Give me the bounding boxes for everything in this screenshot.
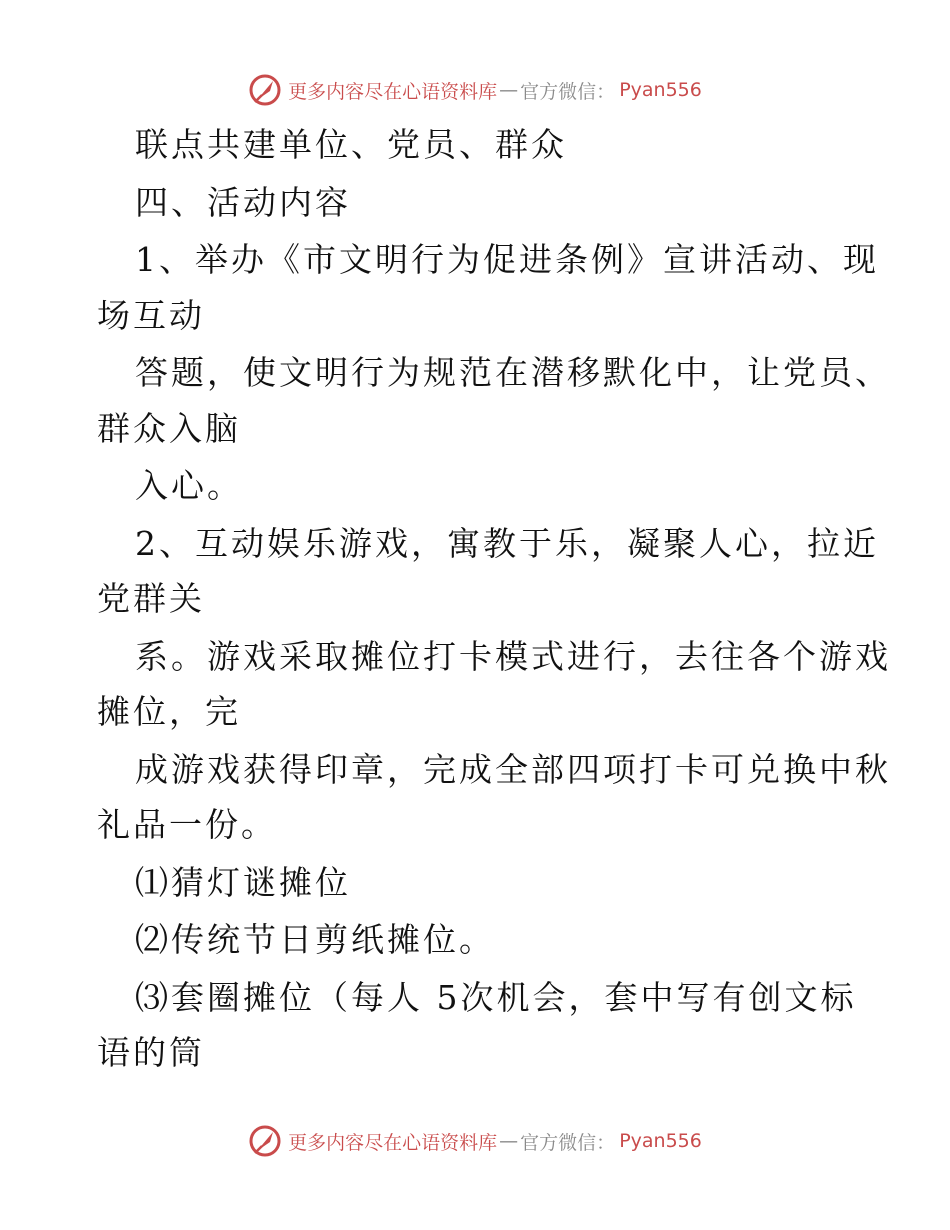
- text-line: 2、互动娱乐游戏，寓教于乐，凝聚人心，拉近: [135, 523, 879, 563]
- text-line: 语的筒: [97, 1033, 205, 1072]
- text-line: 礼品一份。: [97, 805, 277, 844]
- footer-watermark: [0, 1121, 950, 1161]
- list-item: ⑴猜灯谜摊位: [135, 862, 351, 902]
- list-item: ⑶套圈摊位（每人 5次机会，套中写有创文标: [135, 977, 857, 1017]
- text-line: 1、举办《市文明行为促进条例》宣讲活动、现: [135, 240, 879, 279]
- text-line: 党群关: [97, 579, 205, 618]
- text-line: 答题，使文明行为规范在潜移默化中，让党员、: [135, 353, 891, 392]
- text-line: 群众入脑: [97, 408, 241, 448]
- banner-title: 更多内容尽在心语资料库: [288, 80, 498, 103]
- text-line: 成游戏获得印章，完成全部四项打卡可兑换中秋: [135, 749, 891, 789]
- feather-pen-circle-icon: [248, 1124, 282, 1158]
- document-body: [97, 120, 891, 1086]
- header-watermark: [0, 70, 950, 110]
- banner-account: Pyan556: [619, 1130, 702, 1152]
- text-line: 摊位，完: [97, 692, 241, 731]
- text-line: 入心。: [135, 466, 243, 505]
- text-line: 系。游戏采取摊位打卡模式进行，去往各个游戏: [135, 636, 891, 676]
- section-heading: 四、活动内容: [135, 182, 351, 222]
- list-item: ⑵传统节日剪纸摊位。: [135, 920, 495, 959]
- text-line: 场互动: [97, 295, 205, 335]
- banner-separator: —: [499, 1130, 519, 1152]
- banner-account: Pyan556: [619, 79, 702, 101]
- banner-wechat-label: 官方微信：: [520, 1131, 616, 1154]
- banner-title: 更多内容尽在心语资料库: [288, 1131, 498, 1154]
- text-line: 联点共建单位、党员、群众: [135, 125, 567, 164]
- banner-wechat-label: 官方微信：: [520, 80, 616, 103]
- feather-pen-circle-icon: [248, 73, 282, 107]
- banner-separator: —: [499, 79, 519, 101]
